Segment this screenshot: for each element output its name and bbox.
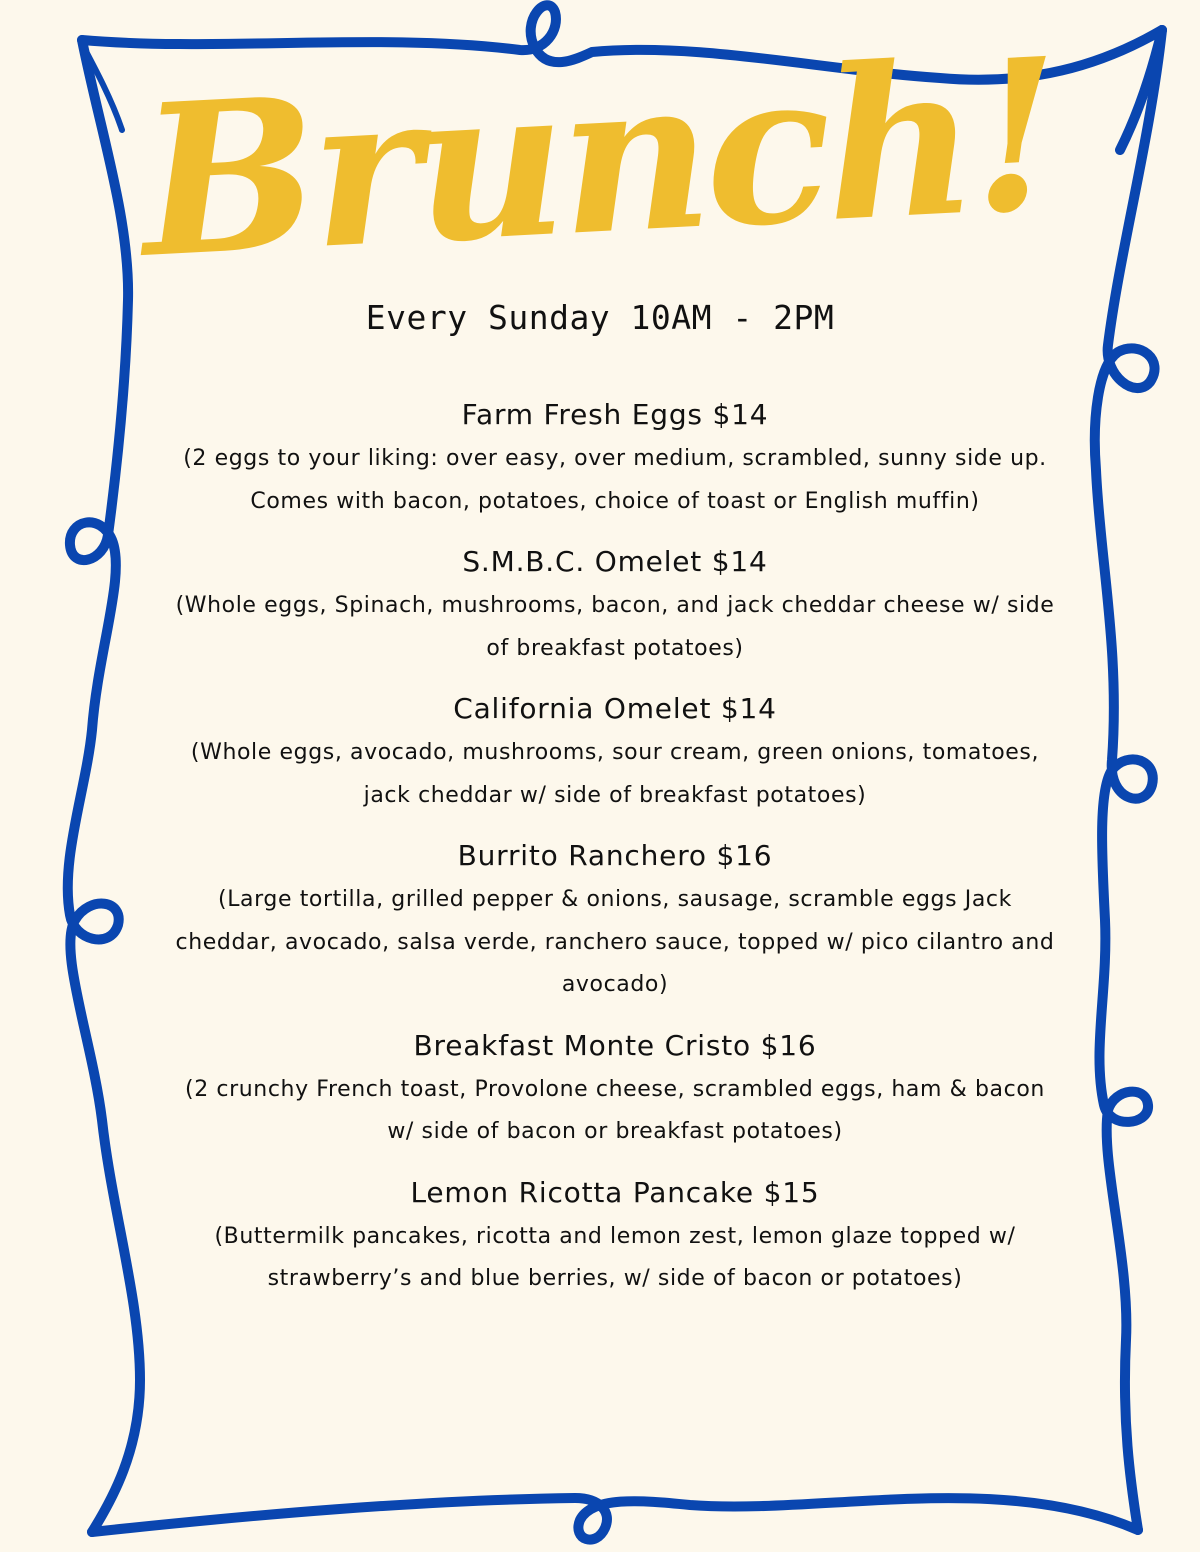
menu-list (170, 392, 1060, 1317)
menu-item (170, 539, 1060, 670)
menu-item (170, 392, 1060, 523)
menu-item-title: S.M.B.C. Omelet $14 (462, 545, 768, 578)
menu-item-title: Burrito Ranchero $16 (457, 839, 773, 872)
menu-item-description: (Large tortilla, grilled pepper & onions, sausage, scramble eggs Jack cheddar, avocado, salsa verde, ranchero sauce, topped w/ pico cilantro and avocado) (175, 887, 1055, 997)
menu-item (170, 1023, 1060, 1154)
menu-item-description: (Whole eggs, Spinach, mushrooms, bacon, and jack cheddar cheese w/ side of breakfast potatoes) (175, 593, 1055, 661)
menu-item-description: (2 crunchy French toast, Provolone cheese, scrambled eggs, ham & bacon w/ side of bacon or breakfast potatoes) (185, 1076, 1045, 1144)
menu-item (170, 1170, 1060, 1301)
menu-item-description: (2 eggs to your liking: over easy, over medium, scrambled, sunny side up. Comes with bacon, potatoes, choice of toast or English muffin) (183, 446, 1047, 514)
service-hours: Every Sunday 10AM - 2PM (365, 298, 835, 337)
menu-item-description: (Buttermilk pancakes, ricotta and lemon zest, lemon glaze topped w/ strawberry’s and blue berries, w/ side of bacon or potatoes) (214, 1223, 1016, 1291)
menu-item (170, 833, 1060, 1007)
menu-item-description: (Whole eggs, avocado, mushrooms, sour cream, green onions, tomatoes, jack cheddar w/ side of breakfast potatoes) (190, 740, 1040, 808)
menu-title: Brunch! (135, 13, 1062, 305)
menu-item-title: Breakfast Monte Cristo $16 (413, 1028, 817, 1062)
menu-item-title: Lemon Ricotta Pancake $15 (410, 1175, 820, 1209)
menu-item (170, 686, 1060, 817)
menu-item-title: California Omelet $14 (453, 692, 777, 725)
menu-item-title: Farm Fresh Eggs $14 (461, 398, 769, 431)
